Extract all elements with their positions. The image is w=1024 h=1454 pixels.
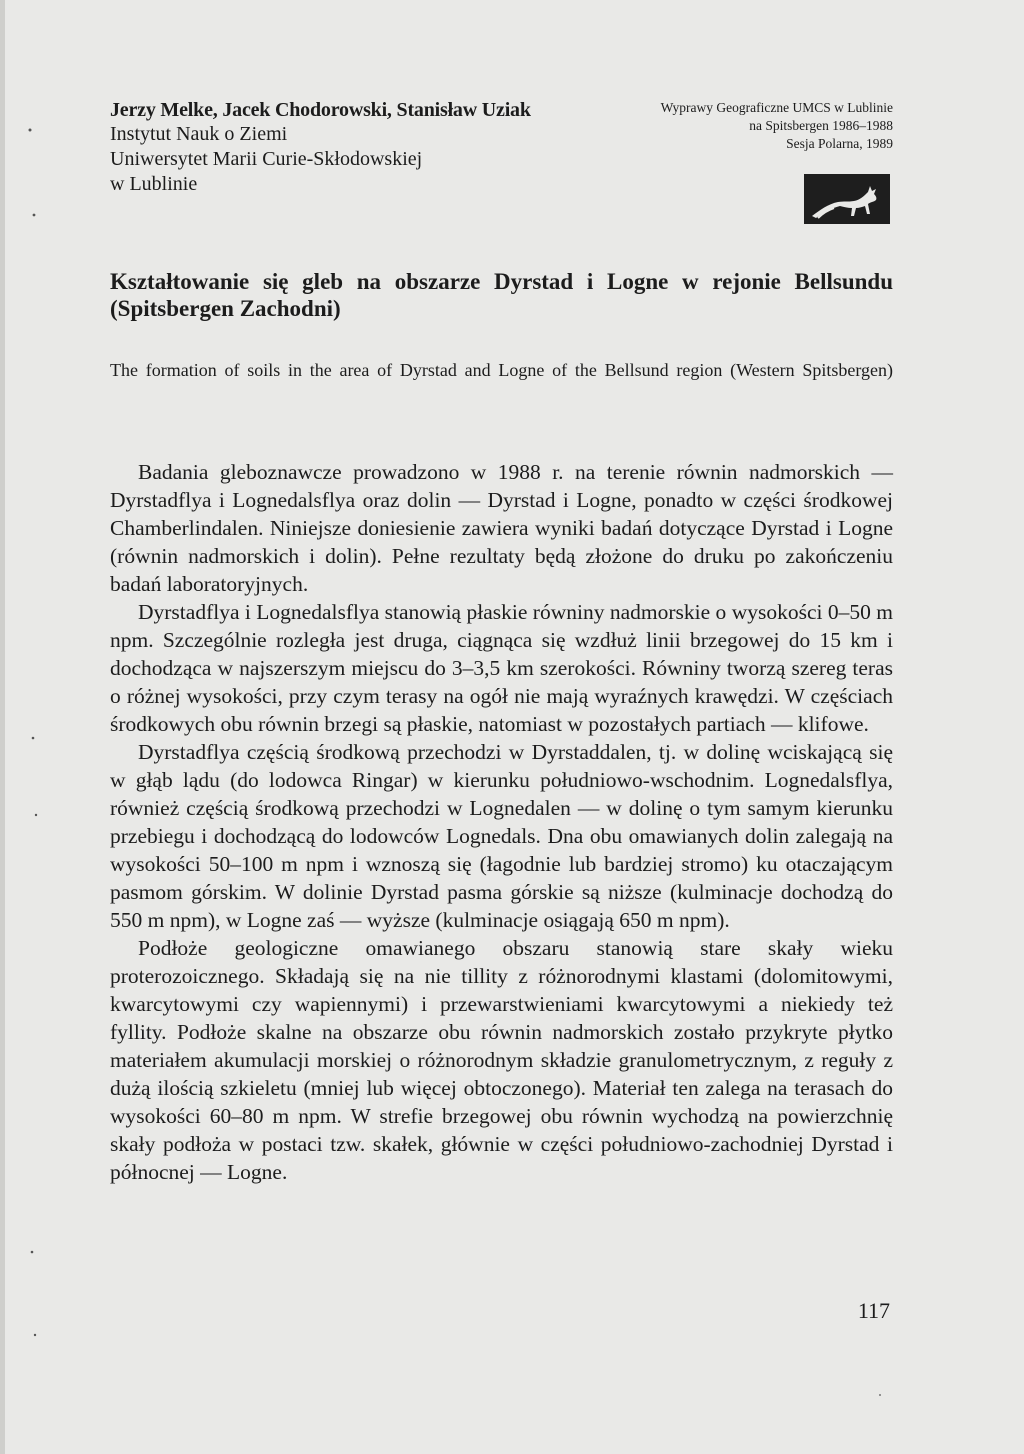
authors: Jerzy Melke, Jacek Chodorowski, Stanisław Uziak bbox=[110, 99, 531, 121]
series-line: Wyprawy Geograficzne UMCS w Lublinie bbox=[660, 100, 893, 115]
affiliation-line: Uniwersytet Marii Curie-Skłodowskiej bbox=[110, 148, 423, 170]
affiliation-line: w Lublinie bbox=[110, 173, 198, 195]
body-paragraph: Podłoże geologiczne omawianego obszaru stanowią stare skały wieku proterozoicznego. Składają się na nie tillity z różnorodnymi klastami (dolomitowymi, kwarcytowymi czy wapiennymi) i przewarstwieniami kwarcytowymi a niekiedy też fyllity. Podłoże skalne na obszarze obu równin nadmorskich zostało przykryte płytko materiałem akumulacji morskiej o różnorodnym składzie granulometrycznym, z reguły z dużą ilością szkieletu (mniej lub więcej obtoczonego). Materiał ten zalega na terasach do wysokości 60–80 m npm. W strefie brzegowej obu równin wychodzą na powierzchnię skały podłoża w postaci tzw. skałek, głównie w części południowo-zachodniej Dyrstad i północnej — Logne. bbox=[110, 936, 893, 1184]
series-line: Sesja Polarna, 1989 bbox=[786, 136, 893, 151]
article-subtitle: The formation of soils in the area of Dyrstad and Logne of the Bellsund region (Western Spitsbergen) bbox=[110, 360, 893, 380]
series-line: na Spitsbergen 1986–1988 bbox=[749, 118, 893, 133]
page-number: 117 bbox=[857, 1298, 890, 1323]
body-paragraph: Badania gleboznawcze prowadzono w 1988 r. na terenie równin nadmorskich — Dyrstadflya i Lognedalsflya oraz dolin — Dyrstad i Logne, ponadto w części środkowej Chamberlindalen. Niniejsze doniesienie zawiera wyniki badań dotyczące Dyrstad i Logne (równin nadmorskich i dolin). Pełne rezultaty będą złożone do druku po zakończeniu badań laboratoryjnych. bbox=[110, 460, 893, 596]
body-paragraph: Dyrstadflya częścią środkową przechodzi w Dyrstaddalen, tj. w dolinę wciskającą się w głąb lądu (do lodowca Ringar) w kierunku południowo-wschodnim. Lognedalsflya, również częścią środkową przechodzi w Lognedalen — w dolinę o tym samym kierunku przebiegu i dochodzącą do lodowców Lognedals. Dna obu omawianych dolin zalegają na wysokości 50–100 m npm i wznoszą się (łagodnie lub bardziej stromo) ku otaczającym pasmom górskim. W dolinie Dyrstad pasma górskie są niższe (kulminacje dochodzą do 550 m npm), w Logne zaś — wyższe (kulminacje osiągają 650 m npm). bbox=[110, 740, 893, 932]
affiliation-line: Instytut Nauk o Ziemi bbox=[110, 123, 288, 145]
article-title: Kształtowanie się gleb na obszarze Dyrstad i Logne w rejonie Bellsundu (Spitsbergen Zachodni) bbox=[110, 269, 893, 321]
body-paragraph: Dyrstadflya i Lognedalsflya stanowią płaskie równiny nadmorskie o wysokości 0–50 m npm. Szczególnie rozległa jest druga, ciągnąca się wzdłuż linii brzegowej do 15 km i dochodząca w najszerszym miejscu do 3–3,5 km szerokości. Równiny tworzą szereg teras o różnej wysokości, przy czym terasy na ogół nie mają wyraźnych krawędzi. W częściach środkowych obu równin brzegi są płaskie, natomiast w pozostałych partiach — klifowe. bbox=[110, 600, 893, 736]
